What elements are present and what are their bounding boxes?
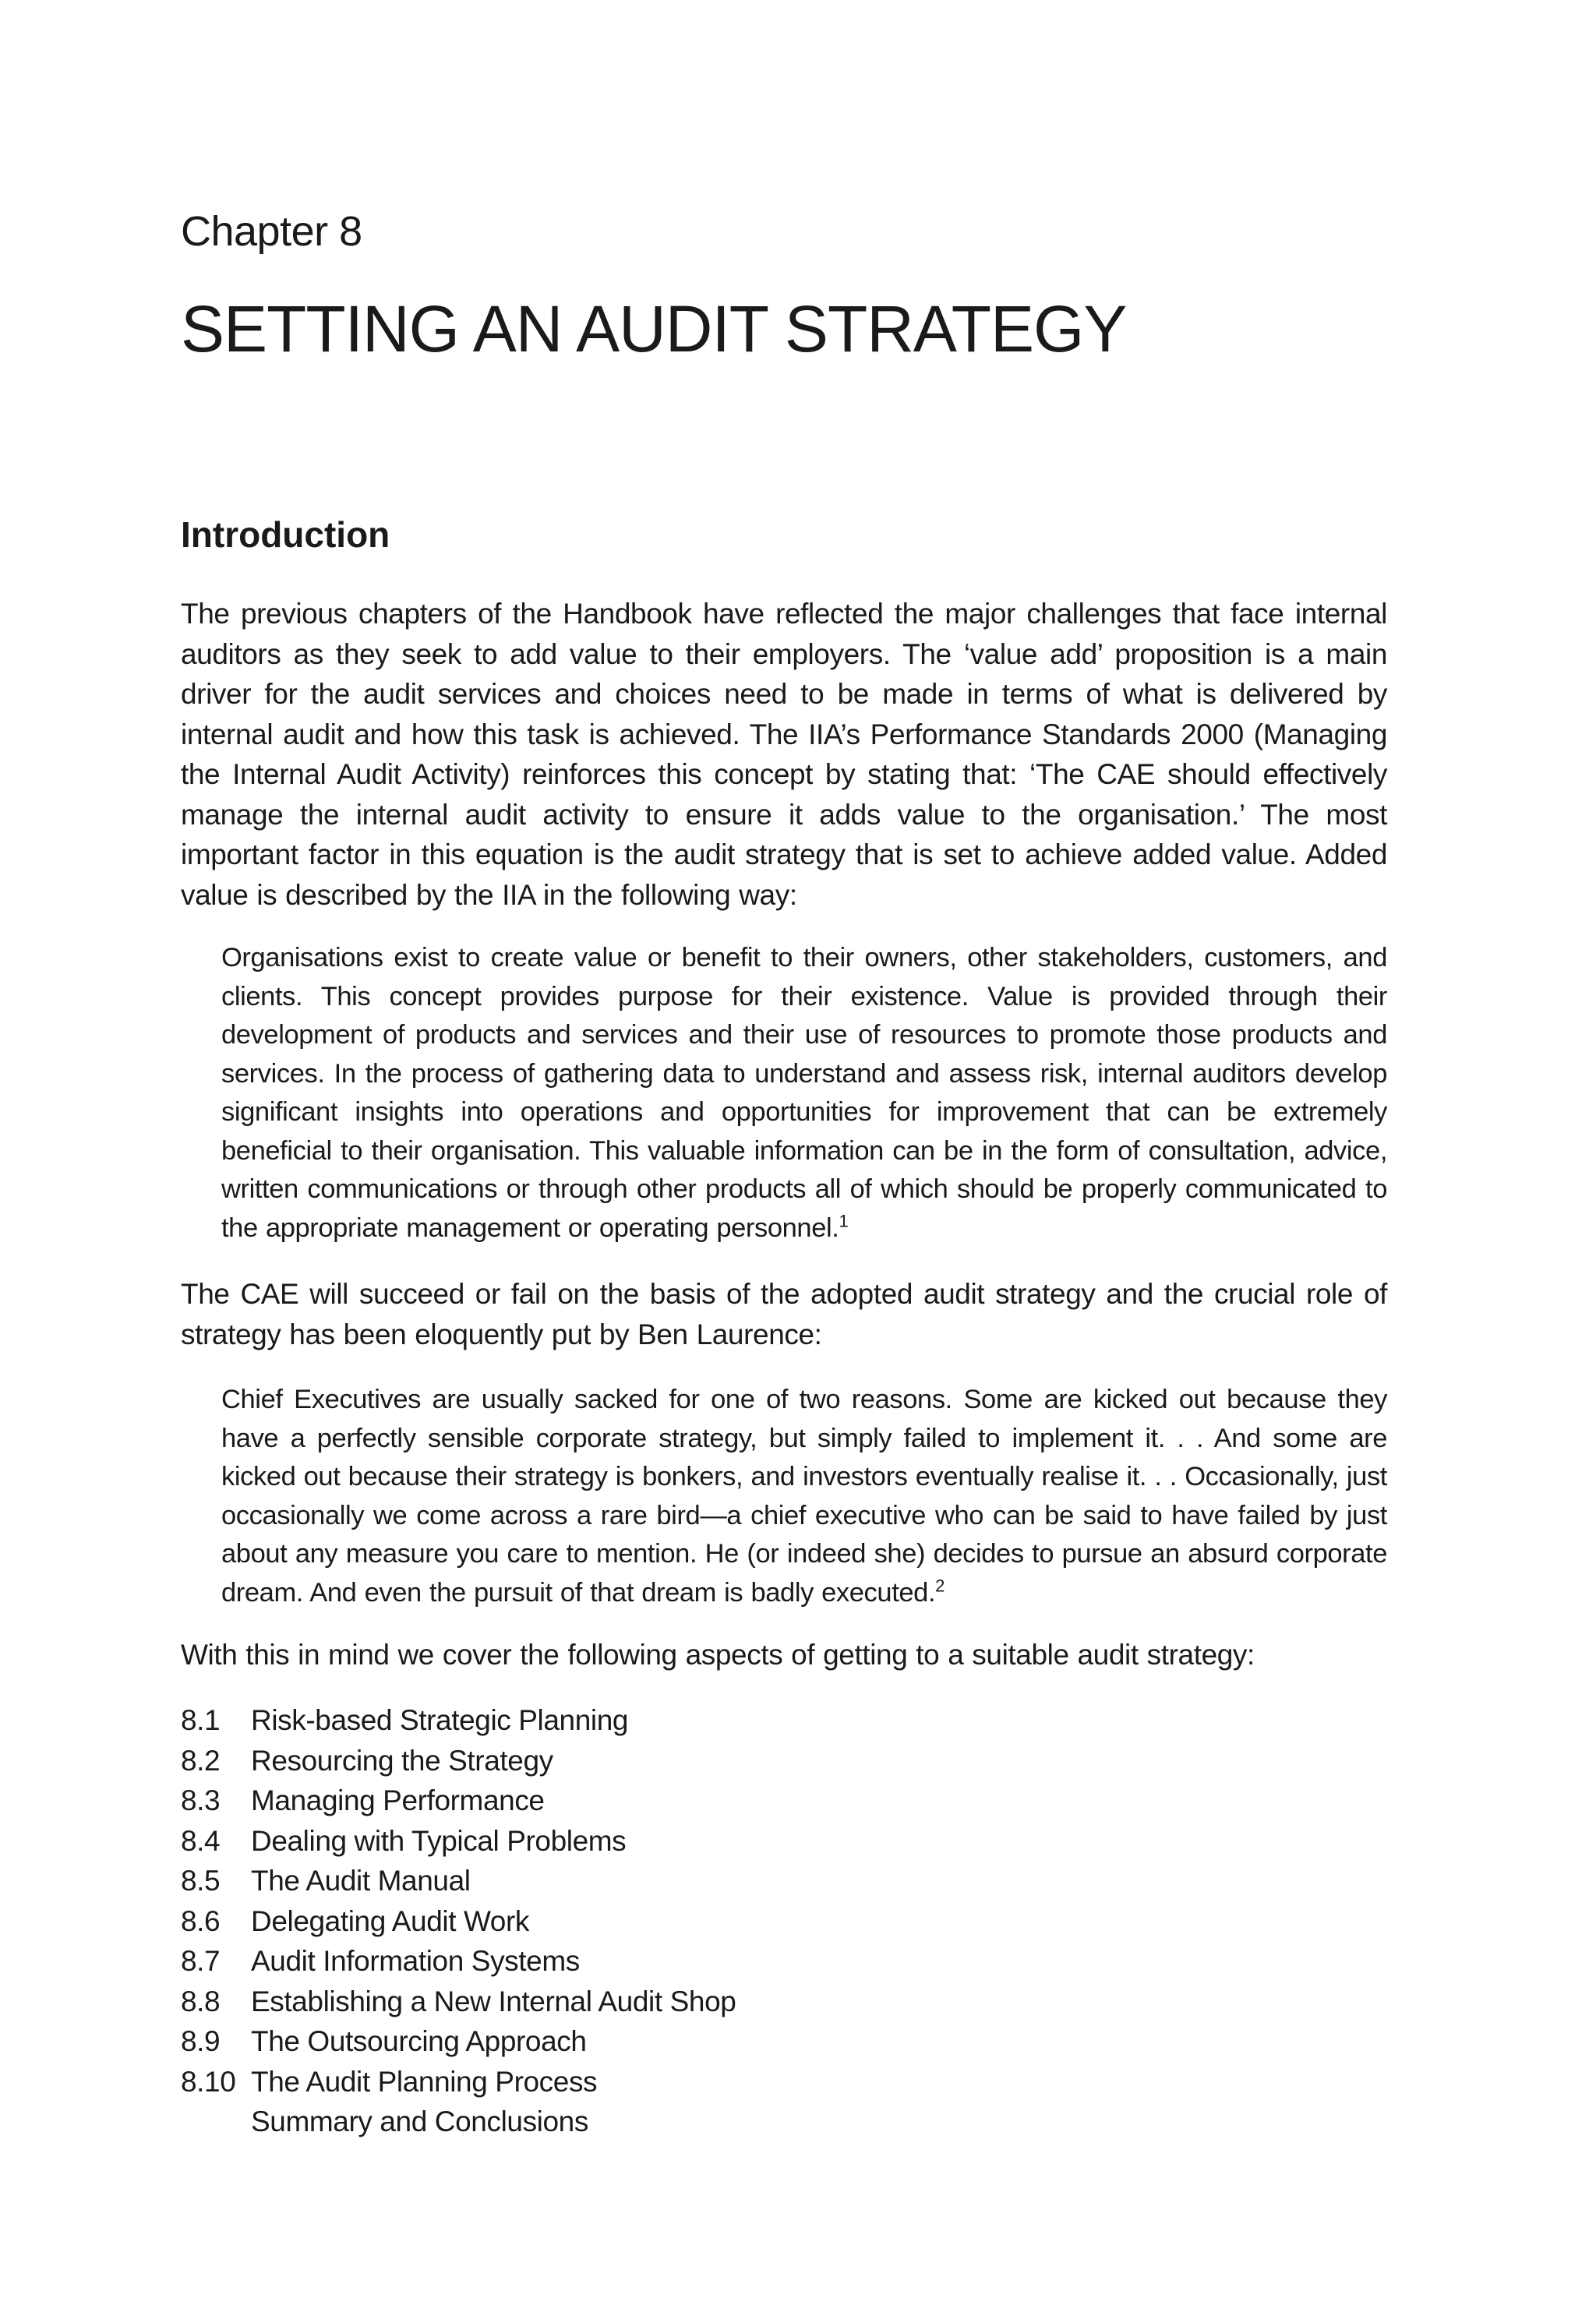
section-number: 8.9	[181, 2025, 221, 2057]
section-number	[181, 2102, 251, 2142]
laurence-quote-text: Chief Executives are usually sacked for one of two reasons. Some are kicked out because they have a perfectly sensible corporate strategy, but simply failed to implement it. . . And some are kicked out because their strategy is bonkers, and investors eventually realise it. . . Occasionally, just occasionally we come across a rare bird—a chief executive who can be said to have failed by just about any measure you care to mention. He (or indeed she) decides to pursue an absurd corporate dream. And even the pursuit of that dream is badly executed.	[221, 1385, 1387, 1608]
section-number: 8.8	[181, 1985, 221, 2017]
list-item	[181, 1861, 736, 1901]
section-heading-introduction: Introduction	[181, 514, 390, 555]
section-number: 8.1	[181, 1704, 221, 1736]
section-title: Resourcing the Strategy	[251, 1744, 553, 1777]
section-number: 8.4	[181, 1824, 221, 1857]
list-item	[181, 1741, 736, 1781]
section-number: 8.3	[181, 1784, 221, 1816]
iia-value-quote-text: Organisations exist to create value or benefit to their owners, other stakeholders, customers, and clients. This concept provides purpose for their existence. Value is provided through their development of products and services and their use of resources to promote those products and services. In the process of gathering data to understand and assess risk, internal auditors develop significant insights into operations and opportunities for improvement that can be extremely beneficial to their organisation. This valuable information can be in the form of consultation, advice, written communications or through other products all of which should be properly communicated to the appropriate management or operating personnel.	[221, 943, 1387, 1243]
list-item	[181, 1821, 736, 1862]
aspects-intro-paragraph	[181, 1635, 1387, 1675]
iia-value-quote	[221, 939, 1387, 1248]
section-title: Establishing a New Internal Audit Shop	[251, 1985, 736, 2017]
list-item	[181, 1700, 736, 1741]
chapter-label: Chapter 8	[181, 208, 362, 255]
aspects-intro-paragraph-text: With this in mind we cover the following aspects of getting to a suitable audit strategy:	[181, 1639, 1255, 1671]
section-title: Risk-based Strategic Planning	[251, 1704, 629, 1736]
cae-strategy-paragraph	[181, 1274, 1387, 1354]
chapter-title: SETTING AN AUDIT STRATEGY	[181, 292, 1127, 365]
section-number: 8.10	[181, 2065, 236, 2098]
list-item	[181, 2021, 736, 2062]
section-title: Audit Information Systems	[251, 1945, 580, 1977]
list-item	[181, 2102, 736, 2142]
list-item	[181, 1941, 736, 1982]
section-title: The Outsourcing Approach	[251, 2025, 587, 2057]
intro-paragraph-text: The previous chapters of the Handbook have reflected the major challenges that face internal auditors as they seek to add value to their employers. The ‘value add’ proposition is a main driver for the audit services and choices need to be made in terms of what is delivered by internal audit and how this task is achieved. The IIA’s Performance Standards 2000 (Managing the Internal Audit Activity) reinforces this concept by stating that: ‘The CAE should effectively manage the internal audit activity to ensure it adds value to the organisation.’ The most important factor in this equation is the audit strategy that is set to achieve added value. Added value is described by the IIA in the following way:	[181, 598, 1387, 911]
list-item	[181, 1781, 736, 1821]
section-number: 8.2	[181, 1744, 221, 1777]
list-item	[181, 1901, 736, 1942]
laurence-quote	[221, 1381, 1387, 1612]
section-title: The Audit Manual	[251, 1865, 471, 1897]
section-number: 8.6	[181, 1904, 221, 1937]
section-title: The Audit Planning Process	[251, 2065, 598, 2098]
footnote-marker-1: 1	[839, 1211, 849, 1230]
list-item	[181, 2062, 736, 2102]
list-item	[181, 1982, 736, 2022]
footnote-marker-2: 2	[935, 1576, 945, 1595]
section-title: Delegating Audit Work	[251, 1904, 530, 1937]
chapter-contents-list	[181, 1700, 736, 2142]
section-title: Dealing with Typical Problems	[251, 1824, 627, 1857]
section-title: Managing Performance	[251, 1784, 545, 1816]
section-title: Summary and Conclusions	[251, 2105, 588, 2137]
cae-strategy-paragraph-text: The CAE will succeed or fail on the basis of the adopted audit strategy and the crucial role of strategy has been eloquently put by Ben Laurence:	[181, 1278, 1387, 1350]
intro-paragraph	[181, 594, 1387, 915]
section-number: 8.7	[181, 1945, 221, 1977]
section-number: 8.5	[181, 1865, 221, 1897]
